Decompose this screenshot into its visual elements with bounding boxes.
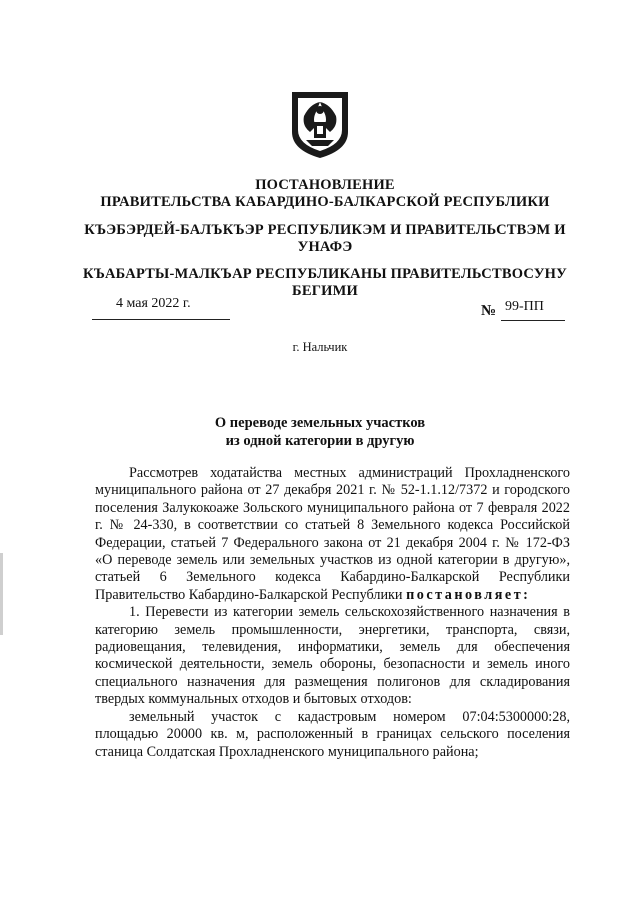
document-header — [60, 177, 590, 211]
issuer-kabardian: КЪЭБЭРДЕЙ-БАЛЪКЪЭР РЕСПУБЛИКЭМ И ПРАВИТЕЛЬСТВЭМ И УНАФЭ — [84, 222, 566, 255]
scan-edge-mark — [0, 553, 3, 635]
date-underline — [92, 319, 230, 320]
issuer-balkarian: КЪАБАРТЫ-МАЛКЪАР РЕСПУБЛИКАНЫ ПРАВИТЕЛЬСТВОСУНУ БЕГИМИ — [83, 266, 567, 299]
number-sign: № — [481, 303, 497, 319]
number-underline — [501, 320, 565, 321]
paragraph-preamble: Рассмотрев ходатайства местных администраций Прохладненского муниципального района от 27 декабря 2021 г. № 52-1.1.12/7372 и городского поселения Залукокоаже Зольского муниципального района от 7 февраля 2022 г. № 24-330, в соответствии со статьей 8 Земельного кодекса Российской Федерации, статьей 7 Федерального закона от 21 декабря 2004 г. № 172-ФЗ «О переводе земель или земельных участков из одной категории в другую», статьей 6 Земельного кодекса Кабардино-Балкарской Республики Правительство Кабардино-Балкарской Республики постановляет: — [95, 465, 570, 603]
coat-of-arms-icon — [288, 82, 352, 160]
document-body — [95, 465, 570, 761]
decree-word: постановляет: — [406, 586, 531, 603]
document-type: ПОСТАНОВЛЕНИЕ — [255, 177, 395, 193]
paragraph-item-1: 1. Перевести из категории земель сельскохозяйственного назначения в категорию земель промышленности, энергетики, транспорта, связи, радиовещания, телевидения, информатики, земель для обеспечения космической деятельности, земель обороны, безопасности и земель иного специального назначения для размещения полигонов для складирования твердых коммунальных отходов и бытовых отходов: — [95, 604, 570, 708]
document-title: О переводе земельных участков из одной категории в другую — [214, 415, 426, 449]
city: г. Нальчик — [292, 340, 348, 354]
document-number: 99-ПП — [505, 299, 544, 314]
document-date: 4 мая 2022 г. — [116, 296, 191, 311]
issuer-russian: ПРАВИТЕЛЬСТВА КАБАРДИНО-БАЛКАРСКОЙ РЕСПУБЛИКИ — [100, 194, 550, 210]
paragraph-land-plot: земельный участок с кадастровым номером 07:04:5300000:28, площадью 20000 кв. м, расположенный в границах сельского поселения станица Солдатская Прохладненского муниципального района; — [95, 708, 570, 760]
